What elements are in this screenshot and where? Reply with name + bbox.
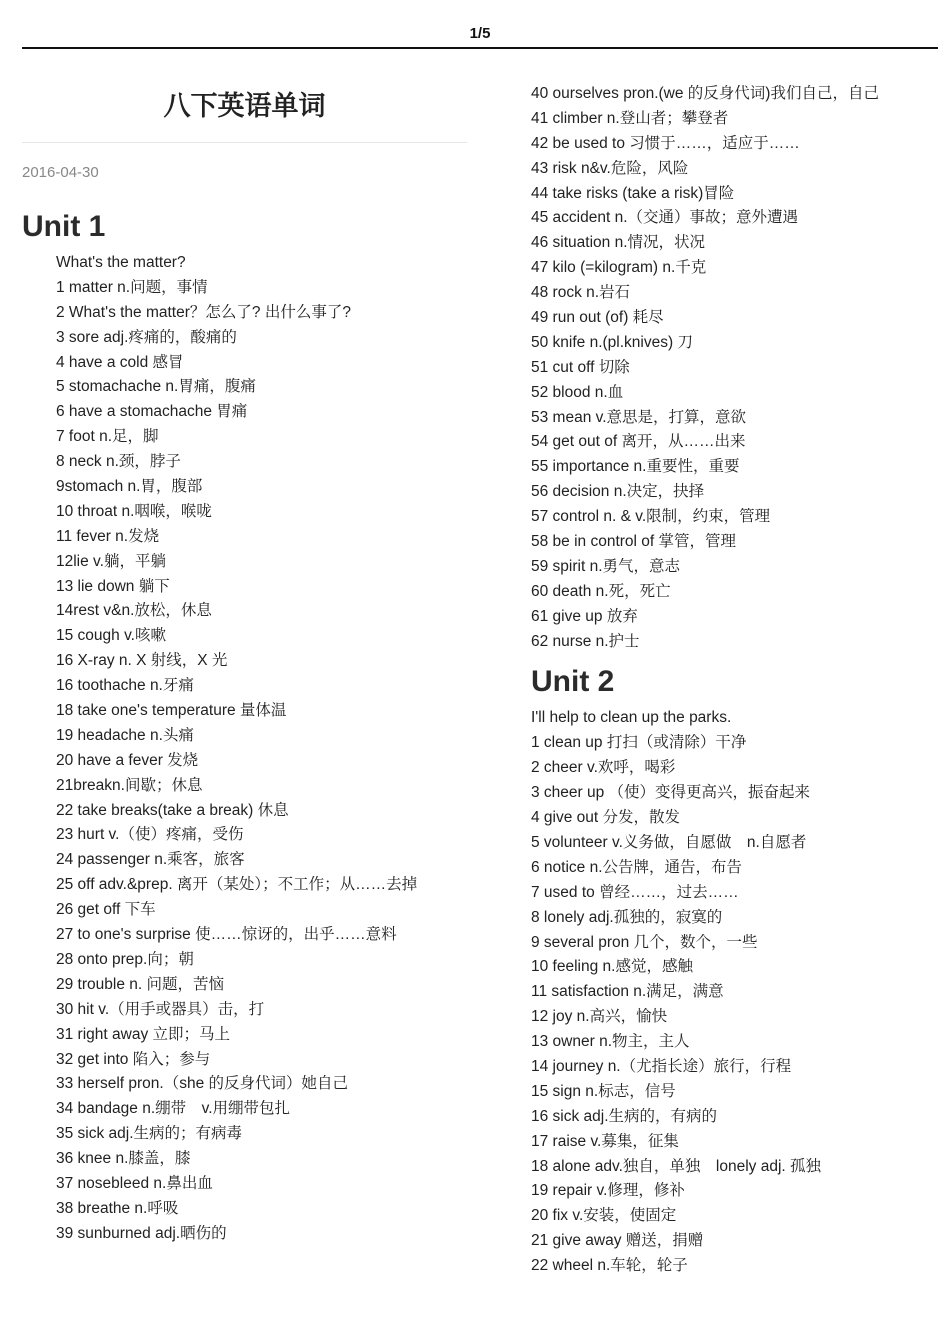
vocab-entry: 3 cheer up （使）变得更高兴，振奋起来: [531, 784, 811, 802]
vocab-entry: 4 give out 分发，散发: [531, 809, 681, 827]
vocab-entry: 5 stomachache n.胃痛，腹痛: [56, 378, 256, 396]
vocab-entry: 11 satisfaction n.满足，满意: [531, 983, 724, 1001]
vocab-entry: 58 be in control of 掌管，管理: [531, 533, 737, 551]
vocab-entry: 8 neck n.颈，脖子: [56, 453, 181, 471]
vocab-entry: 11 fever n.发烧: [56, 527, 160, 545]
vocab-entry: 3 sore adj.疼痛的，酸痛的: [56, 328, 237, 346]
vocab-entry: 7 used to 曾经……，过去……: [531, 883, 739, 901]
unit-2-heading: Unit 2: [531, 665, 615, 699]
vocab-entry: 19 headache n.头痛: [56, 726, 194, 744]
vocab-entry: 44 take risks (take a risk)冒险: [531, 184, 735, 202]
vocab-entry: 59 spirit n.勇气，意志: [531, 557, 681, 575]
vocab-entry: 4 have a cold 感冒: [56, 353, 184, 371]
vocab-entry: 13 owner n.物主，主人: [531, 1033, 690, 1051]
vocab-entry: 18 take one's temperature 量体温: [56, 702, 287, 720]
unit-2-word-list: [531, 706, 941, 1278]
vocab-entry: 1 matter n.问题，事情: [56, 278, 208, 296]
vocab-entry: 15 sign n.标志，信号: [531, 1082, 676, 1100]
vocab-entry: 34 bandage n.绷带 v.用绷带包扎: [56, 1100, 291, 1118]
vocab-entry: 23 hurt v.（使）疼痛，受伤: [56, 826, 244, 844]
vocab-entry: 55 importance n.重要性，重要: [531, 458, 740, 476]
vocab-entry: 25 off adv.&prep. 离开（某处）；不工作；从……去掉: [56, 876, 418, 894]
vocab-entry: 13 lie down 躺下: [56, 577, 170, 595]
vocab-entry: 19 repair v.修理，修补: [531, 1182, 685, 1200]
vocab-entry: 20 have a fever 发烧: [56, 751, 199, 769]
document-date: 2016-04-30: [22, 164, 99, 181]
vocab-entry: 27 to one's surprise 使……惊讶的，出乎……意料: [56, 926, 397, 944]
vocab-entry: 26 get off 下车: [56, 901, 156, 919]
vocab-entry: 16 X-ray n. X 射线，X 光: [56, 652, 228, 670]
vocab-entry: 12lie v.躺，平躺: [56, 552, 166, 570]
vocab-entry: 45 accident n.（交通）事故；意外遭遇: [531, 209, 799, 227]
page-number: 1/5: [469, 25, 491, 42]
vocab-entry: 9 several pron 几个，数个，一些: [531, 933, 758, 951]
page-header: [22, 0, 938, 49]
right-column: [531, 82, 941, 1279]
unit-1-word-list: [22, 251, 467, 1247]
vocab-entry: 42 be used to 习惯于……，适应于……: [531, 134, 800, 152]
vocab-entry: 47 kilo (=kilogram) n.千克: [531, 259, 707, 277]
vocab-entry: 8 lonely adj.孤独的，寂寞的: [531, 908, 723, 926]
vocab-entry: 41 climber n.登山者；攀登者: [531, 109, 729, 127]
vocab-entry: 6 notice n.公告牌，通告，布告: [531, 858, 743, 876]
vocab-entry: 20 fix v.安装，使固定: [531, 1207, 677, 1225]
vocab-entry: 1 clean up 打扫（或清除）干净: [531, 734, 747, 752]
vocab-entry: 43 risk n&v.危险，风险: [531, 159, 689, 177]
vocab-entry: 57 control n. & v.限制，约束，管理: [531, 508, 771, 526]
vocab-entry: 40 ourselves pron.(we 的反身代词)我们自己，自己: [531, 85, 879, 102]
vocab-entry: 14rest v&n.放松，休息: [56, 602, 212, 620]
vocab-entry: 32 get into 陷入；参与: [56, 1050, 211, 1068]
vocab-entry: 37 nosebleed n.鼻出血: [56, 1174, 213, 1192]
unit-1-heading: Unit 1: [22, 210, 106, 243]
unit-1-word-list-continued: [531, 82, 941, 654]
vocab-entry: 51 cut off 切除: [531, 358, 630, 376]
vocab-entry: 5 volunteer v.义务做，自愿做 n.自愿者: [531, 833, 807, 851]
vocab-entry: 2 cheer v.欢呼，喝彩: [531, 759, 676, 777]
vocab-entry: 22 take breaks(take a break) 休息: [56, 801, 289, 819]
vocab-entry: 21breakn.间歇；休息: [56, 776, 203, 794]
vocab-entry: 16 sick adj.生病的，有病的: [531, 1107, 718, 1125]
vocab-entry: 6 have a stomachache 胃痛: [56, 403, 248, 421]
vocab-entry: 46 situation n.情况，状况: [531, 234, 706, 252]
vocab-entry: 30 hit v.（用手或器具）击，打: [56, 1000, 265, 1018]
vocab-entry: 18 alone adv.独自，单独 lonely adj. 孤独: [531, 1157, 822, 1175]
vocab-entry: 60 death n.死，死亡: [531, 582, 671, 600]
vocab-entry: 56 decision n.决定，抉择: [531, 483, 705, 501]
vocab-entry: 54 get out of 离开，从……出来: [531, 433, 746, 451]
vocab-entry: 53 mean v.意思是，打算，意欲: [531, 408, 747, 426]
vocab-entry: 7 foot n.足，脚: [56, 428, 159, 446]
vocab-entry: 24 passenger n.乘客，旅客: [56, 851, 245, 869]
vocab-entry: 50 knife n.(pl.knives) 刀: [531, 333, 693, 351]
vocab-entry: 29 trouble n. 问题，苦恼: [56, 975, 224, 993]
vocab-entry: 16 toothache n.牙痛: [56, 677, 194, 695]
vocab-entry: 49 run out (of) 耗尽: [531, 309, 664, 327]
vocab-entry: 52 blood n.血: [531, 383, 624, 401]
vocab-entry: 10 throat n.咽喉，喉咙: [56, 502, 212, 520]
vocab-entry: 15 cough v.咳嗽: [56, 627, 166, 645]
document-title: 八下英语单词: [22, 80, 467, 143]
vocab-entry: 31 right away 立即；马上: [56, 1025, 230, 1043]
vocab-entry: 61 give up 放弃: [531, 607, 638, 625]
vocab-entry: 12 joy n.高兴，愉快: [531, 1008, 668, 1026]
vocab-entry: 33 herself pron.（she 的反身代词）她自己: [56, 1075, 349, 1093]
vocab-entry: 22 wheel n.车轮，轮子: [531, 1257, 688, 1275]
vocab-entry: 2 What's the matter？怎么了? 出什么事了?: [56, 303, 351, 321]
vocab-entry: 48 rock n.岩石: [531, 284, 631, 302]
vocab-entry: What's the matter?: [56, 254, 186, 271]
vocab-entry: 35 sick adj.生病的；有病毒: [56, 1125, 243, 1143]
vocab-entry: 39 sunburned adj.晒伤的: [56, 1224, 227, 1242]
vocab-entry: 38 breathe n.呼吸: [56, 1199, 179, 1217]
vocab-entry: 17 raise v.募集，征集: [531, 1132, 679, 1150]
vocab-entry: 10 feeling n.感觉，感触: [531, 958, 693, 976]
vocab-entry: 14 journey n.（尤指长途）旅行，行程: [531, 1057, 792, 1075]
vocab-entry: 28 onto prep.向；朝: [56, 950, 194, 968]
vocab-entry: 62 nurse n.护士: [531, 632, 640, 650]
vocab-entry: I'll help to clean up the parks.: [531, 709, 732, 727]
left-column: [22, 80, 467, 1247]
vocab-entry: 36 knee n.膝盖，膝: [56, 1150, 191, 1168]
vocab-entry: 21 give away 赠送，捐赠: [531, 1232, 704, 1250]
vocab-entry: 9stomach n.胃，腹部: [56, 478, 203, 496]
